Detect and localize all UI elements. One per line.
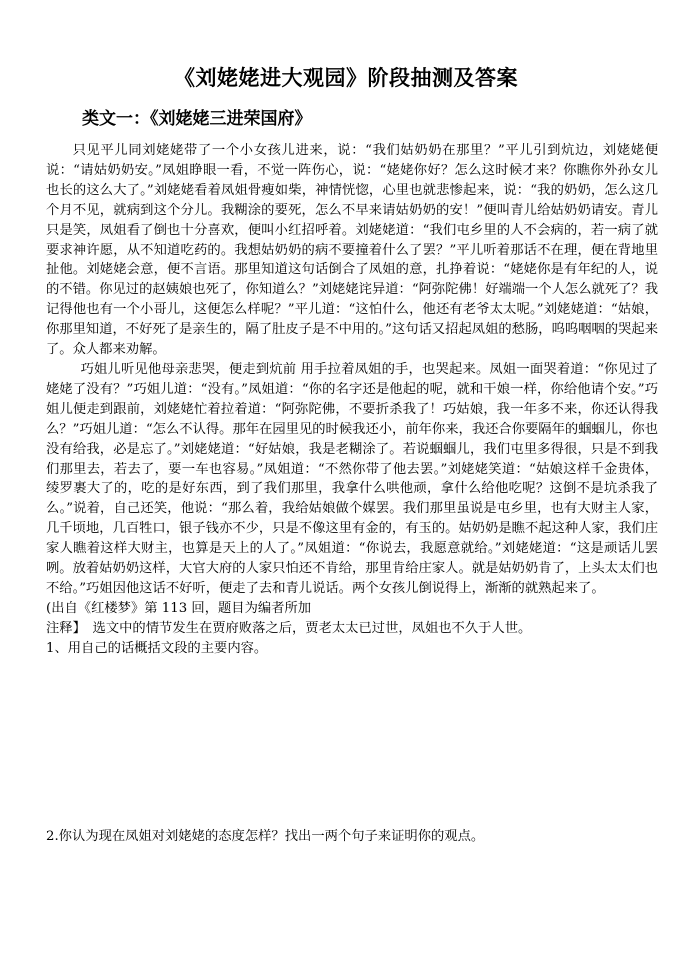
question-2: 2.你认为现在凤姐对刘姥姥的态度怎样？找出一两个句子来证明你的观点。 xyxy=(46,829,485,844)
document-body xyxy=(46,141,658,659)
paragraph-2: 巧姐儿听见他母亲悲哭，便走到炕前 用手拉着凤姐的手，也哭起来。凤姐一面哭着道：“你见过了姥姥了没有？”巧姐儿道：“没有。”凤姐道：“你的名字还是他起的呢，就和干娘一样，你给他请个安。”巧姐儿便走到跟前，刘姥姥忙着拉着道：“阿弥陀佛，不要折杀我了！巧姑娘，我一年多不来，你还认得我么？”巧姐儿道：“怎么不认得。那年在园里见的时候我还小，前年你来，我还合你要隔年的蝈蝈儿，你也没有给我，必是忘了。”刘姥姥道：“好姑娘，我是老糊涂了。若说蝈蝈儿，我们屯里多得很，只是不到我们那里去，若去了，要一车也容易。”凤姐道：“不然你带了他去罢。”刘姥姥笑道：“姑娘这样千金贵体，绫罗裹大了的，吃的是好东西，到了我们那里，我拿什么哄他顽，拿什么给他吃呢？这倒不是坑杀我了么。”说着，自己还笑，他说：“那么着，我给姑娘做个媒罢。我们那里虽说是屯乡里，也有大财主人家，几千顷地，几百牲口，银子钱亦不少，只是不像这里有金的，有玉的。姑奶奶是瞧不起这种人家，我们庄家人瞧着这样大财主，也算是天上的人了。”凤姐道：“你说去，我愿意就给。”刘姥姥道：“这是顽话儿罢咧。放着姑奶奶这样，大官大府的人家只怕还不肯给，那里肯给庄家人。就是姑奶奶肯了，上头太太们也不给。”巧姐因他这话不好听，便走了去和青儿说话。两个女孩儿倒说得上，渐渐的就熟起来了。 xyxy=(46,361,659,596)
paragraph-1: 只见平儿同刘姥姥带了一个小女孩儿进来，说：“我们姑奶奶在那里？”平儿引到炕边，刘姥姥便说：“请姑奶奶安。”凤姐睁眼一看，不觉一阵伤心，说：“姥姥你好？怎么这时候才来？你瞧你外孙女儿也长的这么大了。”刘姥姥看着凤姐骨瘦如柴，神情恍惚，心里也就悲惨起来，说：“我的奶奶，怎么这几个月不见，就病到这个分儿。我糊涂的要死，怎么不早来请姑奶奶的安！”便叫青儿给姑奶奶请安。青儿只是笑，凤姐看了倒也十分喜欢，便叫小红招呼着。刘姥姥道：“我们屯乡里的人不会病的，若一病了就要求神许愿，从不知道吃药的。我想姑奶奶的病不要撞着什么了罢？”平儿听着那话不在理，便在背地里扯他。刘姥姥会意，便不言语。那里知道这句话倒合了凤姐的意，扎挣着说：“姥姥你是有年纪的人，说的不错。你见过的赵姨娘也死了，你知道么？”刘姥姥诧异道：“阿弥陀佛！好端端一个人怎么就死了？我记得他也有一个小哥儿，这便怎么样呢？”平儿道：“这怕什么，他还有老爷太太呢。”刘姥姥道：“姑娘，你那里知道，不好死了是亲生的，隔了肚皮子是不中用的。”这句话又招起凤姐的愁肠，呜呜咽咽的哭起来了。众人都来劝解。 xyxy=(46,143,658,358)
document-title: 《刘姥姥进大观园》阶段抽测及答案 xyxy=(174,65,518,90)
source-citation: (出自《红楼梦》第 113 回，题目为编者所加 xyxy=(46,600,312,616)
annotation-note: 注释】 选文中的情节发生在贾府败落之后，贾老太太已过世，凤姐也不久于人世。 xyxy=(46,620,532,636)
section-subtitle: 类文一：《刘姥姥三进荣国府》 xyxy=(82,109,312,129)
question-1: 1、用自己的话概括文段的主要内容。 xyxy=(46,640,268,656)
